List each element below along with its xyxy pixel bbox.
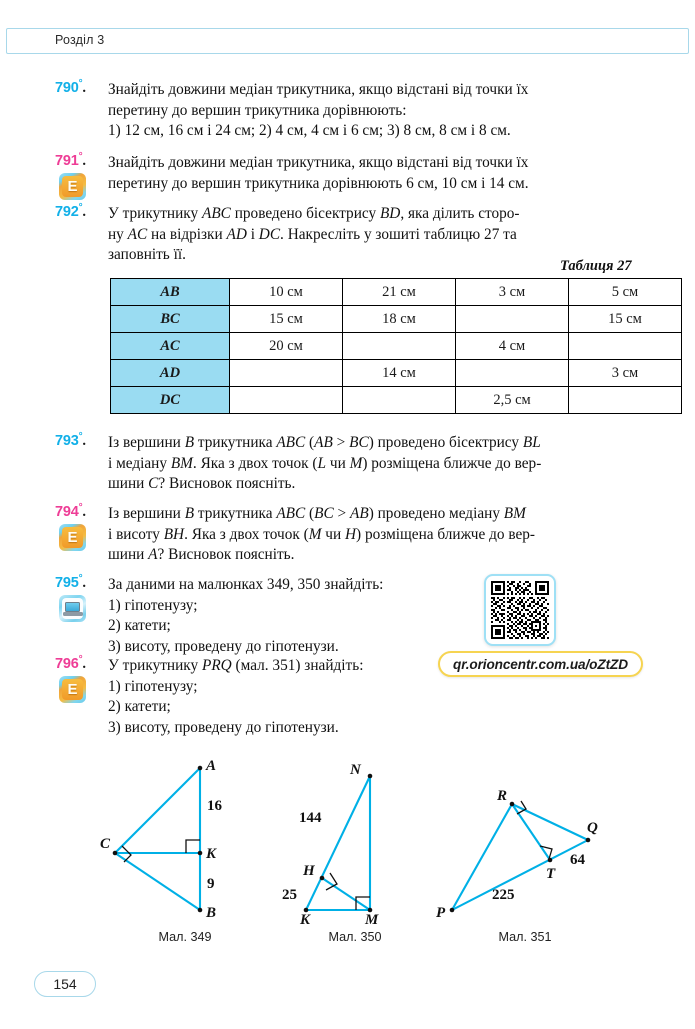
table-cell [230, 387, 343, 414]
vertex-label-B: B [206, 905, 217, 921]
vertex-label-P: P [436, 905, 446, 921]
e-badge-icon [59, 524, 86, 551]
exercise-791-body [108, 153, 640, 194]
exercise-794-line-2: і висоту BH. Яка з двох точок (M чи H) розміщена ближче до вер- [108, 525, 536, 543]
table-row [111, 306, 682, 333]
vertex-dot-A [198, 766, 203, 771]
e-badge-icon [59, 676, 86, 703]
segment-HM [322, 878, 370, 910]
figure-351-caption: Мал. 351 [498, 930, 552, 944]
exercise-number-793: 793°. [55, 431, 86, 449]
exercise-790-line-2: перетину до вершин трикутника дорівнюють: [108, 101, 407, 119]
e-badge-icon [59, 173, 86, 200]
table-cell: 4 см [456, 333, 569, 360]
figure-350 [270, 760, 440, 925]
vertex-label-K: K [300, 912, 311, 925]
vertex-dot-P [450, 908, 455, 913]
exercise-791-line-2: перетину до вершин трикутника дорівнюють 6 см, 10 см і 14 см. [108, 174, 529, 192]
exercise-792-line-3: заповніть її. [108, 246, 186, 264]
chapter-label: Розділ 3 [55, 33, 105, 47]
exercise-796-line-1: У трикутнику PRQ (мал. 351) знайдіть: [108, 657, 364, 674]
figure-349 [100, 760, 270, 925]
vertex-label-C: C [100, 836, 111, 852]
laptop-base-icon [63, 612, 83, 616]
table-cell: 5 см [569, 279, 682, 306]
figure-351 [430, 760, 620, 925]
exercise-795-line-4: 3) висоту, проведену до гіпотенузи. [108, 637, 339, 655]
exercise-794-body [108, 504, 640, 566]
exercise-796-line-3: 2) катети; [108, 698, 171, 716]
exercise-794-line-1: Із вершини B трикутника ABC (BC > AB) проведено медіану BM [108, 505, 526, 522]
table-row [111, 360, 682, 387]
vertex-dot-B [198, 908, 203, 913]
figure-350-label-144: 144 [299, 810, 322, 826]
exercise-796-line-2: 1) гіпотенузу; [108, 677, 198, 695]
table-cell [569, 333, 682, 360]
figure-351-label-64: 64 [570, 852, 585, 868]
table-row-head: BC [111, 306, 230, 333]
figure-350-caption: Мал. 350 [328, 930, 382, 944]
page-number: 154 [34, 971, 96, 997]
figure-349-caption: Мал. 349 [158, 930, 212, 944]
exercise-793-body [108, 433, 640, 495]
figure-350-label-25: 25 [282, 887, 297, 903]
vertex-dot-C [113, 851, 118, 856]
segment-CB [115, 853, 200, 910]
table-cell [343, 333, 456, 360]
exercise-number-790: 790°. [55, 78, 86, 96]
table-cell [343, 387, 456, 414]
table-cell: 15 см [569, 306, 682, 333]
exercise-792-line-1: У трикутнику ABC проведено бісектрису BD, яка ділить сторо- [108, 205, 520, 222]
table-row [111, 333, 682, 360]
table-row-head: AC [111, 333, 230, 360]
laptop-badge-icon [59, 595, 86, 622]
exercise-794-line-3: шини A? Висновок поясніть. [108, 546, 295, 564]
exercise-795-line-2: 1) гіпотенузу; [108, 596, 198, 614]
vertex-label-R: R [497, 788, 508, 804]
vertex-dot-N [368, 774, 373, 779]
exercise-790-body [108, 80, 640, 142]
exercise-795-body [108, 575, 508, 657]
figure-351-label-225: 225 [492, 887, 515, 903]
exercise-number-792: 792°. [55, 202, 86, 220]
table-cell: 18 см [343, 306, 456, 333]
e-badge-letter: E [62, 679, 83, 700]
table-27-body [111, 279, 682, 414]
exercise-796-line-4: 3) висоту, проведену до гіпотенузи. [108, 718, 339, 736]
exercise-791-line-1: Знайдіть довжини медіан трикутника, якщо відстані від точки їх [108, 154, 529, 171]
qr-code[interactable] [484, 574, 556, 646]
table-caption: Таблиця 27 [560, 258, 632, 274]
table-row-head: AB [111, 279, 230, 306]
laptop-screen-icon [65, 602, 80, 612]
laptop-icon [62, 598, 83, 619]
page-running-header [6, 28, 689, 54]
table-cell: 15 см [230, 306, 343, 333]
exercise-number-794: 794°. [55, 502, 86, 520]
vertex-label-Q: Q [587, 820, 598, 836]
table-cell: 10 см [230, 279, 343, 306]
vertex-dot-Q [586, 838, 591, 843]
qr-url-label[interactable]: qr.orioncentr.com.ua/oZtZD [438, 651, 643, 677]
vertex-label-H: H [303, 863, 315, 879]
exercise-number-796: 796°. [55, 654, 86, 672]
table-cell [569, 387, 682, 414]
e-badge-letter: E [62, 527, 83, 548]
exercise-790-line-1: Знайдіть довжини медіан трикутника, якщо відстані від точки їх [108, 81, 529, 98]
table-cell: 3 см [569, 360, 682, 387]
table-cell: 2,5 см [456, 387, 569, 414]
vertex-label-N: N [350, 762, 361, 778]
exercise-795-line-3: 2) катети; [108, 617, 171, 635]
e-badge-letter: E [62, 176, 83, 197]
exercise-793-line-2: і медіану BM. Яка з двох точок (L чи M) розміщена ближче до вер- [108, 454, 542, 472]
table-cell [456, 306, 569, 333]
exercise-795-line-1: За даними на малюнках 349, 350 знайдіть: [108, 576, 384, 593]
right-angle-mark-K [186, 840, 200, 853]
vertex-label-T: T [546, 866, 556, 882]
table-row [111, 279, 682, 306]
table-27 [110, 278, 682, 414]
figure-349-label-16: 16 [207, 798, 222, 814]
table-cell: 20 см [230, 333, 343, 360]
exercise-793-line-1: Із вершини B трикутника ABC (AB > BC) проведено бісектрису BL [108, 434, 541, 451]
table-cell: 14 см [343, 360, 456, 387]
vertex-dot-R [510, 802, 515, 807]
exercise-number-795: 795°. [55, 573, 86, 591]
exercise-792-body [108, 204, 640, 266]
qr-code-image [491, 581, 549, 639]
vertex-label-M: M [365, 912, 379, 925]
table-row-head: AD [111, 360, 230, 387]
exercise-number-791: 791°. [55, 151, 86, 169]
exercise-790-line-3: 1) 12 см, 16 см і 24 см; 2) 4 см, 4 см і 6 см; 3) 8 см, 8 см і 8 см. [108, 122, 511, 140]
vertex-label-A: A [206, 760, 217, 774]
vertex-label-K: K [206, 846, 217, 862]
exercise-792-line-2: ну AC на відрізки AD і DC. Накресліть у зошиті таблицю 27 та [108, 225, 517, 243]
vertex-dot-K [198, 851, 203, 856]
vertex-dot-H [320, 876, 325, 881]
table-row-head: DC [111, 387, 230, 414]
table-cell [456, 360, 569, 387]
table-row [111, 387, 682, 414]
table-cell: 3 см [456, 279, 569, 306]
table-cell: 21 см [343, 279, 456, 306]
table-cell [230, 360, 343, 387]
figure-349-label-9: 9 [207, 876, 215, 892]
vertex-dot-T [548, 858, 553, 863]
exercise-793-line-3: шини C? Висновок поясніть. [108, 475, 296, 493]
